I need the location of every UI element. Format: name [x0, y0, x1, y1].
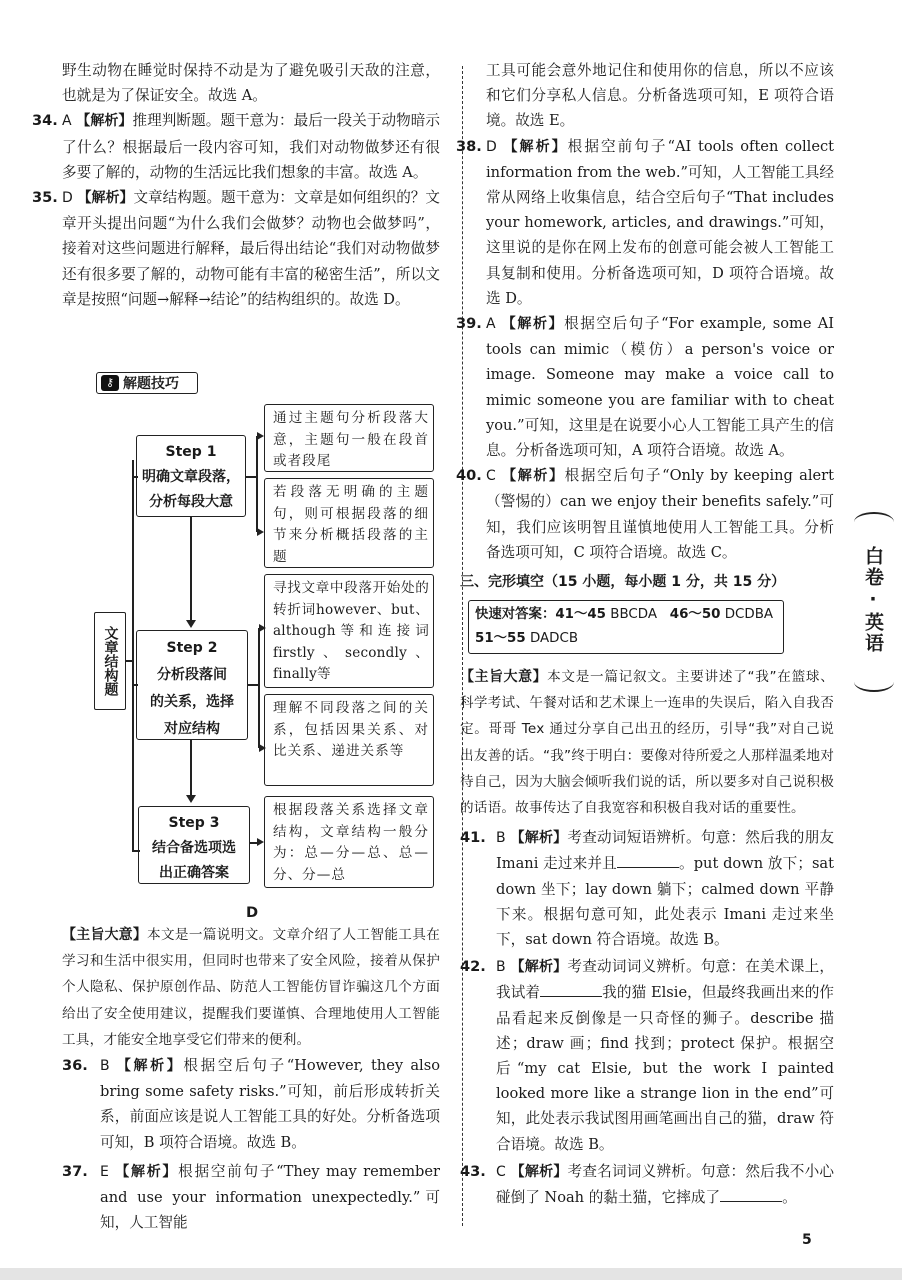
analysis-tag: 【解析】	[115, 1163, 179, 1180]
quick-answers-row	[475, 603, 777, 627]
question-43	[460, 1159, 835, 1210]
analysis-text: 根据空后句子“However, they also bring some safety risks.”可知，前后形成转折关系，前面应该是说人工智能工具的好处。分析备选项可知，B 项符合语境。故选 B。	[100, 1057, 440, 1151]
curl-decoration	[854, 512, 894, 532]
diagram-vertical-label: 文章结构题	[94, 612, 126, 710]
step-2-line: 分析段落间	[157, 667, 227, 683]
step-3-title: Step 3	[168, 815, 220, 831]
step-2-line: 的关系，选择	[150, 694, 234, 710]
range-answers: BBCDA	[610, 607, 658, 622]
note-5: 根据段落关系选择文章结构，文章结构一般分为：总—分—总、总—分、分—总	[264, 796, 434, 888]
section-heading-d: D	[246, 904, 259, 921]
answer-letter: B	[100, 1058, 110, 1075]
arrow-right-icon	[257, 432, 264, 440]
question-number: 38.	[456, 137, 482, 155]
connector	[190, 740, 192, 796]
bottom-bar	[0, 1268, 902, 1280]
step-3-line: 出正确答案	[159, 865, 229, 881]
continued-paragraph: 工具可能会意外地记住和使用你的信息，所以不应该和它们分享私人信息。分析备选项可知，E 项符合语境。故选 E。	[486, 62, 834, 130]
analysis-text: 考查名词词义辨析。句意：然后我不小心碰倒了 Noah 的黏土猫，它摔成了	[496, 1162, 835, 1207]
analysis-text: 考查动词词义辨析。句意：在美术课上，我试着	[496, 958, 834, 1002]
step-1-box	[136, 435, 246, 517]
analysis-tag: 【解析】	[510, 1163, 568, 1180]
answer-blank	[720, 1187, 782, 1202]
analysis-text: 根据空前句子“AI tools often collect information from the web.”可知，人工智能工具经常从网络上收集信息，结合空后句子“That includes your homework, articles, and drawings.”可知，这里说的是你在网上发布的创意可能会被人工智能工具复制和使用。分析备选项可知，D 项符合语境。故选 D。	[486, 137, 834, 307]
step-2-line: 对应结构	[164, 721, 220, 737]
page-number: 5	[802, 1232, 812, 1248]
left-column	[32, 58, 441, 312]
analysis-text: 文章结构题。题干意为：文章是如何组织的？文章开头提出问题“为什么我们会做梦？动物也会做梦吗”，接着对这些问题进行解释，最后得出结论“我们对动物做梦还有很多要了解的，动物可能有丰富的秘密生活”，所以文章是按照“问题→解释→结论”的结构组织的。故选 D。	[62, 189, 440, 308]
analysis-text: 根据空后句子“Only by keeping alert（警惕的）can we enjoy their benefits safely.”可知，我们应该明智且谨慎地使用人工智能工具。分析备选项可知，C 项符合语境。故选 C。	[486, 467, 835, 561]
arrow-down-icon	[186, 795, 196, 803]
step-3-line: 结合备选项选	[152, 840, 236, 856]
answer-blank	[617, 853, 679, 868]
question-39	[456, 311, 835, 463]
key-icon: ⚷	[101, 375, 119, 391]
question-number: 37.	[62, 1162, 88, 1180]
section-3-heading: 三、完形填空（15 小题，每小题 1 分，共 15 分）	[460, 574, 786, 590]
tips-label	[96, 372, 198, 394]
question-number: 39.	[456, 315, 482, 333]
connector	[258, 628, 260, 748]
main-idea-cloze	[460, 664, 834, 821]
range-label: 51～55	[475, 631, 526, 646]
question-38	[456, 134, 834, 311]
arrow-right-icon	[257, 528, 264, 536]
step-2-box	[136, 630, 248, 740]
main-idea-text: 本文是一篇记叙文。主要讲述了“我”在篮球、科学考试、午餐对话和艺术课上一连串的失误后，陷入自我否定。哥哥 Tex 通过分享自己出丑的经历，引导“我”对自己说出友善的话。“我”终于明白：要像对待所爱之人那样温柔地对待自己，因为大脑会倾听我们说的话，所以要多对自己说积极的话语。故事传达了自我宽容和积极自我对话的重要性。	[460, 669, 834, 817]
connector	[256, 436, 258, 532]
analysis-tag: 【解析】	[510, 830, 568, 847]
left-lower-column	[62, 922, 440, 1235]
question-number: 43.	[460, 1162, 486, 1180]
step-2-title: Step 2	[166, 640, 218, 656]
question-36	[62, 1053, 440, 1155]
section-3-heading-wrap	[460, 570, 820, 595]
arrow-right-icon	[257, 838, 264, 846]
tips-label-text: 解题技巧	[123, 376, 179, 392]
analysis-text: 根据空前句子“They may remember and use your information unexpectedly.”可知，人工智能	[100, 1162, 441, 1232]
step-1-line: 分析每段大意	[149, 494, 233, 510]
analysis-text: 。put down 放下；sat down 坐下；lay down 躺下；calmed down 平静下来。根据句意可知，此处表示 Imani 走过来坐下，sat down 符合语境。故选 B。	[496, 855, 834, 949]
step-1-line: 明确文章段落，	[142, 469, 240, 485]
analysis-text: 根据空后句子“For example, some AI tools can mimic（模仿）a person's voice or image. Someone may make a voice call to mimic someone you are familiar with to cheat you.”可知，这里是在说要小心人工智能工具产生的信息。分析备选项可知，A 项符合语境。故选 A。	[486, 315, 835, 460]
question-number: 35.	[32, 189, 58, 207]
analysis-text: 考查动词短语辨析。句意：然后我的朋友 Imani 走过来并且	[496, 829, 834, 873]
question-40	[456, 463, 835, 565]
question-41	[460, 825, 834, 952]
question-34	[32, 108, 441, 185]
right-lower-column	[460, 664, 834, 1210]
note-4: 理解不同段落之间的关系，包括因果关系、对比关系、递进关系等	[264, 694, 434, 786]
quick-answers-row	[475, 627, 777, 651]
question-number: 42.	[460, 958, 486, 976]
range-answers: DADCB	[529, 631, 579, 646]
connector	[132, 460, 134, 852]
analysis-text: 。	[782, 1189, 797, 1207]
right-column	[456, 58, 835, 565]
analysis-tag: 【解析】	[502, 468, 565, 485]
answer-letter: B	[496, 959, 506, 976]
note-1: 通过主题句分析段落大意，主题句一般在段首或者段尾	[264, 404, 434, 472]
note-2: 若段落无明确的主题句，则可根据段落的细节来分析概括段落的主题	[264, 478, 434, 568]
step-1-title: Step 1	[165, 444, 217, 460]
answer-letter: B	[496, 830, 506, 847]
main-idea-tag: 【主旨大意】	[62, 927, 147, 943]
main-idea-d	[62, 922, 440, 1053]
analysis-text: 推理判断题。题干意为：最后一段关于动物暗示了什么？根据最后一段内容可知，我们对动物做梦还有很多要了解的，动物的生活远比我们想象的丰富。故选 A。	[62, 112, 441, 181]
range-label: 46～50	[669, 607, 721, 622]
question-number: 34.	[32, 112, 58, 130]
intro-paragraph: 野生动物在睡觉时保持不动是为了避免吸引天敌的注意，也就是为了保证安全。故选 A。	[62, 62, 440, 105]
connector	[248, 684, 258, 686]
side-tab	[850, 512, 896, 682]
note-3: 寻找文章中段落开始处的转折词however、but、although等和连接词firstly、secondly、finally等	[264, 574, 434, 688]
question-number: 36.	[62, 1057, 88, 1075]
answer-letter: C	[496, 1163, 506, 1180]
step-3-box	[138, 806, 250, 884]
analysis-tag: 【解析】	[503, 138, 568, 155]
analysis-tag: 【解析】	[76, 113, 133, 130]
answer-letter: C	[486, 468, 496, 485]
answer-letter: A	[62, 113, 72, 130]
quick-answers-box	[468, 600, 784, 654]
main-idea-tag: 【主旨大意】	[460, 669, 548, 685]
question-number: 40.	[456, 467, 482, 485]
answer-letter: D	[486, 138, 497, 155]
analysis-tag: 【解析】	[77, 190, 134, 207]
analysis-text: 我的猫 Elsie，但最终我画出来的作品看起来反倒像是一只奇怪的狮子。describe 描述；draw 画；find 找到；protect 保护。根据空后“my cat Elsie, but the work I painted looked more like a strange lion in the end”可知，此处表示我试图用画笔画出自己的猫，draw 符合语境。故选 B。	[496, 984, 834, 1153]
question-number: 41.	[460, 829, 486, 847]
range-label: 41～45	[555, 607, 607, 622]
curl-decoration	[854, 672, 894, 692]
question-42	[460, 954, 834, 1157]
question-37	[62, 1159, 441, 1236]
arrow-down-icon	[186, 620, 196, 628]
quick-answers-label: 快速对答案：	[475, 607, 556, 622]
answer-letter: A	[486, 316, 496, 333]
analysis-tag: 【解析】	[116, 1058, 184, 1075]
connector	[246, 476, 256, 478]
question-35	[32, 185, 440, 312]
range-answers: DCDBA	[724, 607, 774, 622]
analysis-tag: 【解析】	[501, 316, 565, 333]
side-tab-text: 白卷·英语	[862, 546, 884, 654]
answer-blank	[540, 982, 602, 997]
analysis-tag: 【解析】	[510, 959, 568, 976]
answer-letter: D	[62, 190, 73, 207]
main-idea-text: 本文是一篇说明文。文章介绍了人工智能工具在学习和生活中很实用，但同时也带来了安全风险，接着从保护个人隐私、保护原创作品、防范人工智能仿冒诈骗这几个方面给出了安全使用建议，提醒我们要谨慎、合理地使用人工智能工具，才能安全地享受它们带来的便利。	[62, 927, 440, 1048]
connector	[190, 517, 192, 621]
answer-letter: E	[100, 1163, 109, 1180]
